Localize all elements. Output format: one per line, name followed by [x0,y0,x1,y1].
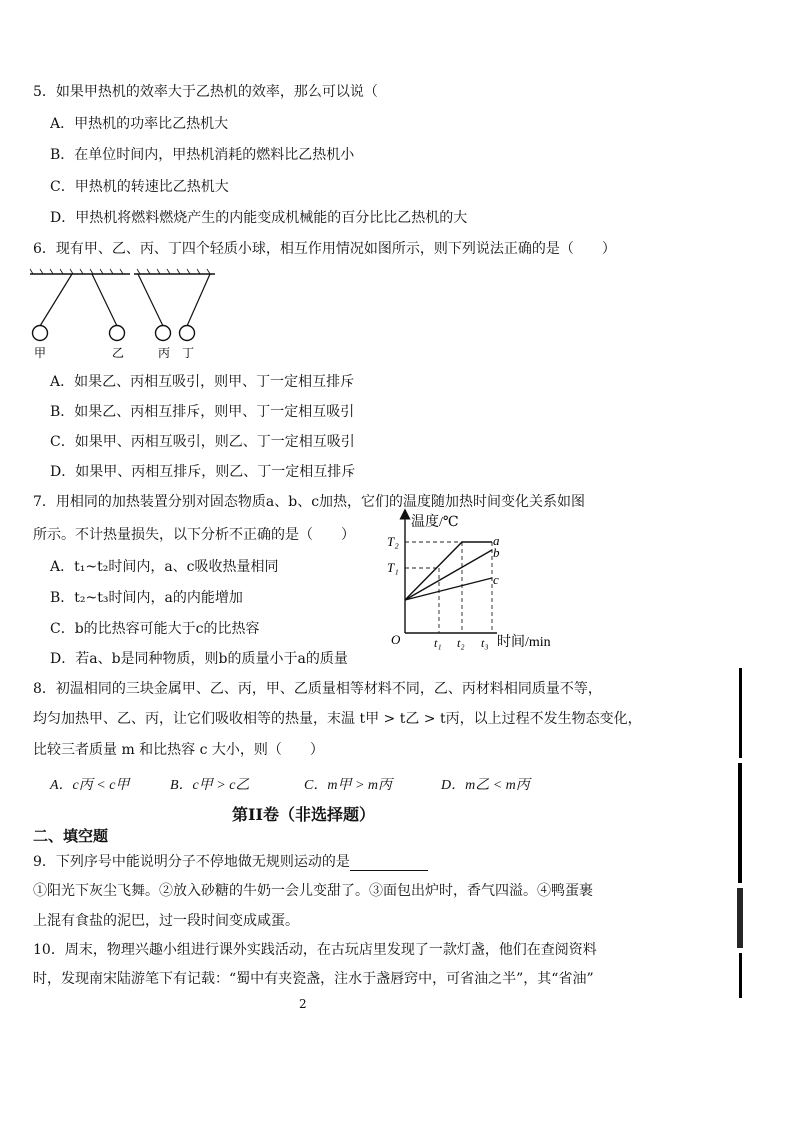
line-b [405,550,492,600]
q8-line3: 比较三者质量 m 和比热容 c 大小，则（ ） [33,742,324,758]
x-tick-t2: t₂ [457,636,465,650]
q10-line2: 时，发现南宋陆游笔下有记载：“蜀中有夹瓷盏，注水于盏唇窍中，可省油之半”，其“省油” [33,971,594,987]
line-label-c: c [493,572,499,587]
q5-stem: 5．如果甲热机的效率大于乙热机的效率，那么可以说（ [33,84,378,100]
q5-option-a: A．甲热机的功率比乙热机大 [50,116,229,132]
q10-line1: 10．周末，物理兴趣小组进行课外实践活动，在古玩店里发现了一款灯盏，他们在查阅资料 [33,942,597,958]
q5-option-c: C．甲热机的转速比乙热机大 [50,179,229,195]
pendulum-balls-figure [30,268,230,363]
q8-option-c: C．m甲 > m丙 [304,778,393,793]
y-axis-label: 温度/℃ [411,515,459,530]
q6-option-c: C．如果甲、丙相互吸引，则乙、丁一定相互吸引 [50,434,355,450]
q5-option-d: D．甲热机将燃料燃烧产生的内能变成机械能的百分比比乙热机的大 [50,210,468,226]
line-label-a: a [493,533,500,548]
y-tick-t1: T₁ [387,560,399,575]
q7-option-a: A．t₁~t₂时间内，a、c吸收热量相同 [50,559,279,575]
q9-line1: ①阳光下灰尘飞舞。②放入砂糖的牛奶一会儿变甜了。③面包出炉时，香气四溢。④鸭蛋裹 [33,883,593,899]
q6-option-b: B．如果乙、丙相互排斥，则甲、丁一定相互吸引 [50,404,355,420]
q9-stem-text: 9．下列序号中能说明分子不停地做无规则运动的是 [33,854,350,870]
ball-label-jia: 甲 [34,346,47,360]
ball-ding [180,326,195,341]
ball-bing [156,326,171,341]
ball-label-bing: 丙 [158,346,171,360]
q9-answer-blank [350,856,428,871]
line-a [405,542,492,600]
q6-stem: 6．现有甲、乙、丙、丁四个轻质小球，相互作用情况如图所示，则下列说法正确的是（ ） [33,241,616,257]
line-label-b: b [493,545,500,560]
q6-option-d: D．如果甲、丙相互排斥，则乙、丁一定相互排斥 [50,464,356,480]
temperature-time-graph [385,508,570,653]
q8-line1: 8．初温相同的三块金属甲、乙、丙，甲、乙质量相等材料不同，乙、丙材料相同质量不等， [33,681,602,697]
q8-option-d: D．m乙 < m丙 [441,778,530,793]
x-axis-label: 时间/min [497,635,551,650]
q8-line2: 均匀加热甲、乙、丙，让它们吸收相等的热量，末温 t甲 > t乙 > t丙，以上过程不发生物态变化， [33,711,642,727]
line-c [405,578,492,600]
q6-option-a: A．如果乙、丙相互吸引，则甲、丁一定相互排斥 [50,374,355,390]
q7-option-b: B．t₂~t₃时间内，a的内能增加 [50,590,243,606]
q9-stem [33,853,428,871]
part2-title: 第II卷（非选择题） [232,805,375,824]
q7-stem-line2: 所示。不计热量损失，以下分析不正确的是（ ） [33,527,355,543]
y-tick-t2: T₂ [387,534,399,549]
ball-jia [33,326,48,341]
q5-option-b: B．在单位时间内，甲热机消耗的燃料比乙热机小 [50,147,355,163]
x-tick-t1: t₁ [434,636,442,650]
ball-label-ding: 丁 [182,346,195,360]
q7-option-d: D．若a、b是同种物质，则b的质量小于a的质量 [50,651,348,667]
scan-binding-strip [735,668,745,998]
q7-stem-line1: 7．用相同的加热装置分别对固态物质a、b、c加热，它们的温度随加热时间变化关系如图 [33,494,586,510]
q8-option-b: B．c甲 > c乙 [170,778,250,793]
q7-option-c: C．b的比热容可能大于c的比热容 [50,621,260,637]
ball-label-yi: 乙 [112,346,125,360]
section-fill-in: 二、填空题 [33,827,109,845]
origin-label: O [391,632,401,647]
q9-line2: 上混有食盐的泥巴，过一段时间变成咸蛋。 [33,913,299,929]
x-tick-t3: t₃ [481,636,489,650]
page-number: 2 [299,997,307,1011]
ball-yi [110,326,125,341]
q8-option-a: A．c丙 < c甲 [50,778,130,793]
